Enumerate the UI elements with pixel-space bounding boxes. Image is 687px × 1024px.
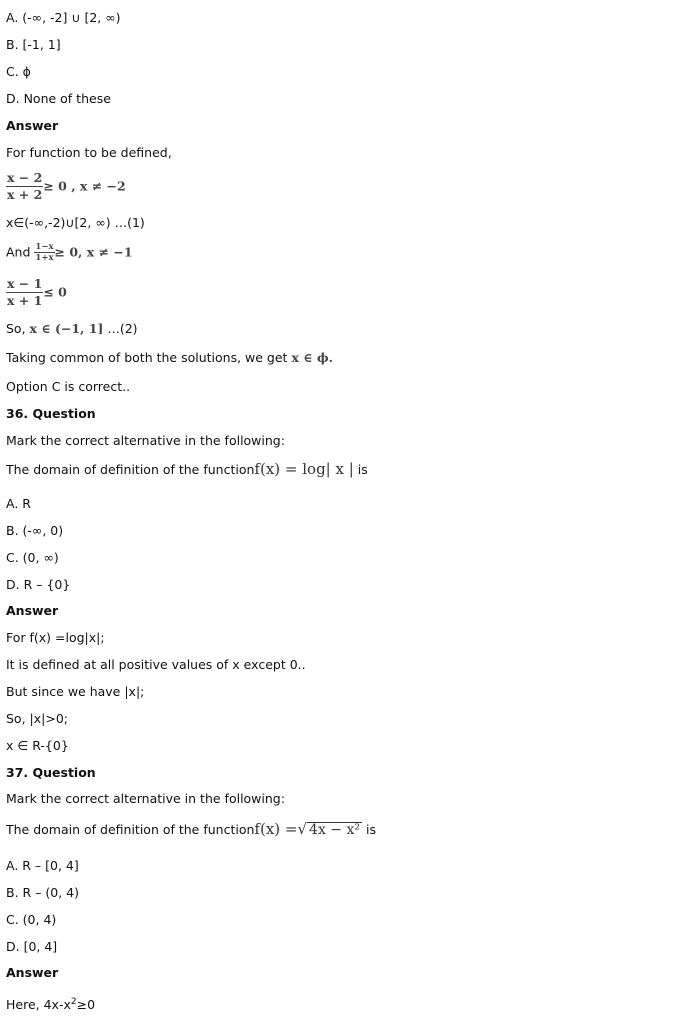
- denominator: x + 2: [7, 187, 43, 202]
- question-heading: 36. Question: [6, 406, 96, 421]
- option-a: A. (-∞, -2] ∪ [2, ∞): [6, 10, 121, 25]
- question-stem: [6, 461, 368, 478]
- numerator: 1−x: [35, 242, 54, 252]
- option-d: D. R – {0}: [6, 577, 71, 592]
- common-text: Taking common of both the solutions, we get: [6, 350, 288, 365]
- answer-line: It is defined at all positive values of x except 0..: [6, 657, 306, 672]
- fraction: [34, 242, 54, 263]
- denominator: 1+x: [35, 253, 54, 263]
- option-b: B. (-∞, 0): [6, 523, 64, 538]
- numerator: x − 2: [7, 170, 43, 185]
- option-d: D. None of these: [6, 91, 111, 106]
- stem-tail: is: [357, 462, 368, 477]
- common-math: x ∈ ϕ.: [291, 350, 333, 365]
- stem-text: The domain of definition of the function: [6, 822, 255, 837]
- so-math: x ∈ (−1, 1]: [29, 321, 104, 336]
- inequality-3: [6, 276, 67, 309]
- answer-heading: Answer: [6, 965, 59, 980]
- option-a: A. R – [0, 4]: [6, 858, 79, 873]
- inequality-rest: ≤ 0: [43, 284, 67, 300]
- and-label: And: [6, 244, 31, 260]
- option-c: C. ϕ: [6, 64, 31, 79]
- question-heading: 37. Question: [6, 765, 96, 780]
- option-c: C. (0, ∞): [6, 550, 59, 565]
- so-label: So,: [6, 321, 26, 336]
- inequality-1: [6, 170, 126, 203]
- answer-line: [6, 994, 95, 1013]
- option-a: A. R: [6, 496, 31, 511]
- inequality-rest: ≥ 0, x ≠ −1: [54, 244, 133, 260]
- stem-tail: is: [365, 822, 376, 837]
- question-stem: The domain of definition of the functionf(x) =√ 4x − x² is: [6, 820, 376, 838]
- here-rest: ≥0: [76, 997, 96, 1013]
- answer-line: So, |x|>0;: [6, 711, 68, 726]
- answer-heading: Answer: [6, 118, 59, 133]
- numerator: x − 1: [7, 276, 43, 291]
- denominator: x + 1: [7, 293, 43, 308]
- stem-math-lhs: f(x) =: [254, 820, 298, 838]
- option-b: B. R – (0, 4): [6, 885, 80, 900]
- stem-math: f(x) = log| x |: [254, 460, 354, 478]
- answer-line: But since we have |x|;: [6, 684, 145, 699]
- instruction: Mark the correct alternative in the following:: [6, 791, 285, 806]
- stem-text: The domain of definition of the function: [6, 462, 255, 477]
- inequality-2: [6, 242, 133, 263]
- here-sup: 2: [70, 997, 77, 1007]
- solution-1: x∈(-∞,-2)∪[2, ∞) …(1): [6, 215, 145, 230]
- option-b: B. [-1, 1]: [6, 37, 61, 52]
- here-text: Here, 4x-x: [6, 997, 71, 1013]
- so-tag: …(2): [107, 321, 138, 336]
- defined-line: For function to be defined,: [6, 145, 172, 160]
- common-line: [6, 350, 333, 366]
- answer-heading: Answer: [6, 603, 59, 618]
- solution-2: [6, 321, 138, 337]
- stem-math-radicand: 4x − x²: [309, 822, 360, 838]
- option-c: C. (0, 4): [6, 912, 57, 927]
- instruction: Mark the correct alternative in the following:: [6, 433, 285, 448]
- answer-line: For f(x) =log|x|;: [6, 630, 105, 645]
- conclusion: Option C is correct..: [6, 379, 131, 394]
- option-d: D. [0, 4]: [6, 939, 58, 954]
- inequality-rest: ≥ 0 , x ≠ −2: [43, 178, 126, 194]
- answer-line: x ∈ R-{0}: [6, 738, 69, 753]
- fraction: [6, 170, 43, 203]
- fraction: [6, 276, 43, 309]
